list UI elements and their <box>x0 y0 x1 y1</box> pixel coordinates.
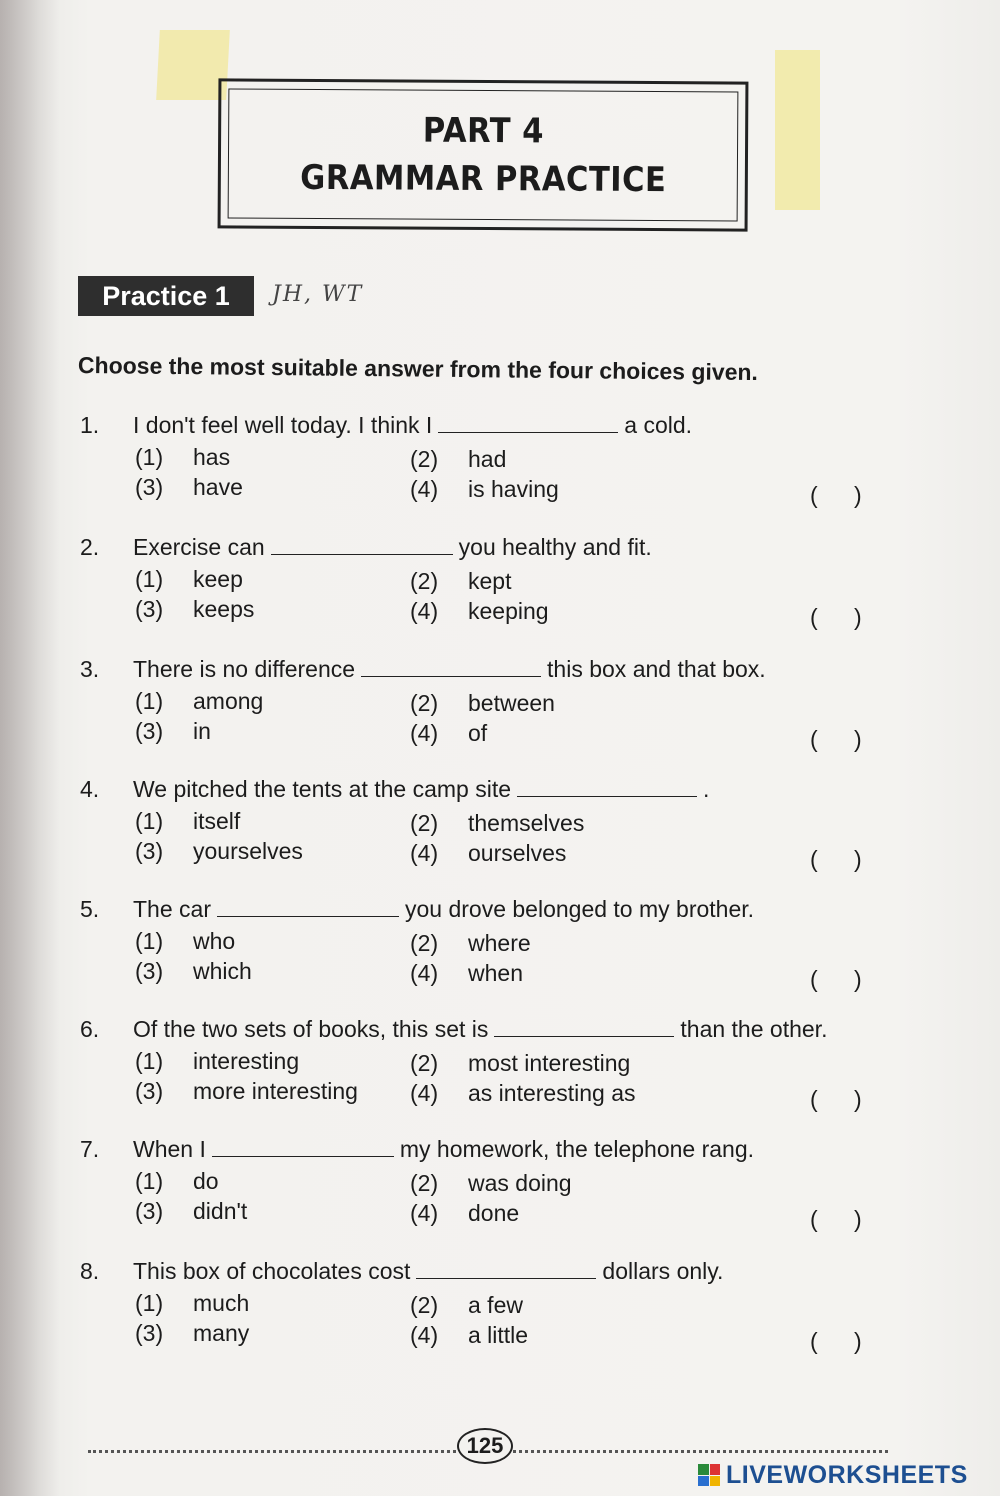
option-number: (1) <box>135 444 164 470</box>
option-number: (3) <box>135 838 164 864</box>
question-stem <box>133 656 766 683</box>
option-text: a few <box>468 1292 523 1318</box>
option-text: has <box>193 444 231 470</box>
answer-blank[interactable] <box>217 898 399 917</box>
option-2[interactable] <box>410 568 511 595</box>
option-number: (4) <box>410 1322 439 1348</box>
option-text: in <box>193 718 211 744</box>
option-2[interactable] <box>410 690 555 717</box>
option-text: when <box>468 960 523 986</box>
option-number: (4) <box>410 960 439 986</box>
question-2 <box>78 534 898 644</box>
option-number: (2) <box>410 568 439 594</box>
answer-box[interactable] <box>810 966 862 993</box>
paren-close: ) <box>854 1086 862 1112</box>
watermark-text: LIVEWORKSHEETS <box>726 1460 968 1489</box>
option-text: had <box>468 446 507 472</box>
question-stem <box>133 1258 723 1285</box>
option-number: (3) <box>135 474 164 500</box>
option-number: (1) <box>135 1048 164 1074</box>
option-4[interactable] <box>410 720 487 747</box>
option-text: didn't <box>193 1198 248 1224</box>
paren-open: ( <box>810 1086 818 1112</box>
question-number: 6. <box>80 1016 100 1042</box>
option-1[interactable] <box>135 1290 249 1317</box>
option-1[interactable] <box>135 1168 219 1195</box>
option-number: (2) <box>410 690 439 716</box>
question-stem <box>133 412 692 439</box>
practice-label: Practice 1 <box>78 276 254 316</box>
question-stem <box>133 776 709 803</box>
option-4[interactable] <box>410 1200 519 1227</box>
option-2[interactable] <box>410 446 506 473</box>
option-2[interactable] <box>410 1292 523 1319</box>
answer-blank[interactable] <box>517 778 697 797</box>
answer-box[interactable] <box>810 1206 862 1233</box>
option-text: keeps <box>193 596 255 622</box>
option-number: (1) <box>135 928 164 954</box>
answer-box[interactable] <box>810 1328 862 1355</box>
question-8 <box>78 1258 898 1368</box>
option-text: much <box>193 1290 250 1316</box>
option-1[interactable] <box>135 566 243 593</box>
highlighter-mark <box>775 50 820 210</box>
stem-after-blank: you healthy and fit. <box>458 534 652 560</box>
option-text: yourselves <box>193 838 303 864</box>
option-text: ourselves <box>468 840 567 866</box>
answer-blank[interactable] <box>494 1018 674 1037</box>
option-number: (3) <box>135 596 164 622</box>
stem-before-blank: When I <box>133 1136 206 1162</box>
option-text: is having <box>468 476 559 502</box>
option-number: (3) <box>135 1320 164 1346</box>
option-text: done <box>468 1200 520 1226</box>
option-number: (3) <box>135 958 164 984</box>
question-1 <box>78 412 898 522</box>
question-number: 5. <box>80 896 100 922</box>
answer-box[interactable] <box>810 482 862 509</box>
option-text: where <box>468 930 531 956</box>
answer-blank[interactable] <box>271 536 453 555</box>
option-number: (3) <box>135 1078 164 1104</box>
option-3[interactable] <box>135 718 211 745</box>
option-1[interactable] <box>135 1048 299 1075</box>
answer-blank[interactable] <box>212 1138 394 1157</box>
option-4[interactable] <box>410 1322 528 1349</box>
stem-before-blank: We pitched the tents at the camp site <box>133 776 512 802</box>
option-1[interactable] <box>135 928 235 955</box>
option-number: (3) <box>135 1198 164 1224</box>
option-text: which <box>193 958 252 984</box>
question-number: 7. <box>80 1136 100 1162</box>
option-text: have <box>193 474 243 500</box>
option-2[interactable] <box>410 810 584 837</box>
stem-before-blank: This box of chocolates cost <box>133 1258 411 1284</box>
option-number: (4) <box>410 1200 439 1226</box>
handwritten-note: JH, WT <box>272 282 364 307</box>
paren-close: ) <box>854 1328 862 1354</box>
option-text: do <box>193 1168 219 1194</box>
answer-blank[interactable] <box>416 1260 596 1279</box>
paren-close: ) <box>854 482 862 508</box>
stem-after-blank: you drove belonged to my brother. <box>404 896 755 922</box>
liveworksheets-logo-icon <box>698 1464 720 1486</box>
stem-after-blank: . <box>703 776 710 802</box>
paren-open: ( <box>810 726 818 752</box>
spine-shadow <box>0 0 60 1496</box>
option-text: as interesting as <box>468 1080 636 1106</box>
option-3[interactable] <box>135 1320 249 1347</box>
option-text: itself <box>193 808 241 834</box>
title-box <box>218 78 749 231</box>
watermark <box>698 1460 998 1490</box>
option-number: (2) <box>410 1292 439 1318</box>
paren-open: ( <box>810 1206 818 1232</box>
page-number: 125 <box>457 1428 513 1464</box>
stem-before-blank: The car <box>133 896 211 922</box>
paren-close: ) <box>854 726 862 752</box>
answer-box[interactable] <box>810 846 862 873</box>
option-number: (1) <box>135 688 164 714</box>
section-title: GRAMMAR PRACTICE <box>299 157 667 201</box>
option-4[interactable] <box>410 840 566 867</box>
paren-close: ) <box>854 966 862 992</box>
question-3 <box>78 656 898 766</box>
answer-blank[interactable] <box>438 414 618 433</box>
question-stem <box>133 896 754 923</box>
stem-before-blank: Exercise can <box>133 534 265 560</box>
option-number: (3) <box>135 718 164 744</box>
question-6 <box>78 1016 898 1126</box>
option-number: (1) <box>135 1168 164 1194</box>
option-2[interactable] <box>410 930 531 957</box>
option-number: (2) <box>410 446 439 472</box>
question-number: 4. <box>80 776 100 802</box>
option-2[interactable] <box>410 1050 630 1077</box>
option-number: (2) <box>410 1170 439 1196</box>
question-number: 2. <box>80 534 100 560</box>
option-number: (1) <box>135 808 164 834</box>
option-3[interactable] <box>135 596 254 623</box>
stem-before-blank: I don't feel well today. I think I <box>133 412 433 438</box>
question-number: 3. <box>80 656 100 682</box>
instruction: Choose the most suitable answer from the four choices given. <box>77 352 759 386</box>
option-number: (4) <box>410 598 439 624</box>
answer-box[interactable] <box>810 604 862 631</box>
question-number: 1. <box>80 412 100 438</box>
option-number: (4) <box>410 1080 439 1106</box>
option-text: keeping <box>468 598 549 624</box>
option-text: interesting <box>193 1048 300 1074</box>
stem-after-blank: dollars only. <box>602 1258 724 1284</box>
option-text: between <box>468 690 555 716</box>
stem-before-blank: Of the two sets of books, this set is <box>133 1016 489 1042</box>
option-1[interactable] <box>135 688 263 715</box>
question-stem <box>133 534 652 561</box>
paren-open: ( <box>810 1328 818 1354</box>
title-inner-frame <box>228 88 739 221</box>
stem-after-blank: this box and that box. <box>547 656 766 682</box>
option-text: a little <box>468 1322 529 1348</box>
paren-open: ( <box>810 846 818 872</box>
option-1[interactable] <box>135 444 230 471</box>
question-5 <box>78 896 898 1006</box>
paren-close: ) <box>854 846 862 872</box>
option-4[interactable] <box>410 598 549 625</box>
answer-box[interactable] <box>810 726 862 753</box>
question-7 <box>78 1136 898 1246</box>
paren-close: ) <box>854 604 862 630</box>
option-number: (4) <box>410 720 439 746</box>
paren-close: ) <box>854 1206 862 1232</box>
option-number: (2) <box>410 810 439 836</box>
option-1[interactable] <box>135 808 240 835</box>
option-4[interactable] <box>410 476 559 503</box>
stem-after-blank: my homework, the telephone rang. <box>399 1136 755 1162</box>
question-stem <box>133 1136 754 1163</box>
option-number: (2) <box>410 1050 439 1076</box>
option-4[interactable] <box>410 1080 635 1107</box>
option-3[interactable] <box>135 838 303 865</box>
option-text: most interesting <box>468 1050 631 1076</box>
option-2[interactable] <box>410 1170 572 1197</box>
option-text: kept <box>468 568 512 594</box>
option-number: (4) <box>410 476 439 502</box>
option-text: keep <box>193 566 243 592</box>
answer-blank[interactable] <box>361 658 541 677</box>
paren-open: ( <box>810 604 818 630</box>
option-text: of <box>468 720 488 746</box>
option-3[interactable] <box>135 1198 247 1225</box>
option-3[interactable] <box>135 1078 358 1105</box>
option-number: (1) <box>135 1290 164 1316</box>
paren-open: ( <box>810 482 818 508</box>
option-text: many <box>193 1320 250 1346</box>
option-text: more interesting <box>193 1078 358 1104</box>
option-3[interactable] <box>135 958 252 985</box>
option-number: (1) <box>135 566 164 592</box>
option-text: among <box>193 688 264 714</box>
option-3[interactable] <box>135 474 243 501</box>
part-heading: PART 4 <box>422 110 544 152</box>
question-number: 8. <box>80 1258 100 1284</box>
paren-open: ( <box>810 966 818 992</box>
answer-box[interactable] <box>810 1086 862 1113</box>
option-text: themselves <box>468 810 585 836</box>
stem-after-blank: a cold. <box>624 412 693 438</box>
option-text: was doing <box>468 1170 572 1196</box>
stem-before-blank: There is no difference <box>133 656 356 682</box>
question-stem <box>133 1016 827 1043</box>
option-4[interactable] <box>410 960 523 987</box>
stem-after-blank: than the other. <box>680 1016 828 1042</box>
option-number: (2) <box>410 930 439 956</box>
option-text: who <box>193 928 236 954</box>
question-4 <box>78 776 898 886</box>
option-number: (4) <box>410 840 439 866</box>
